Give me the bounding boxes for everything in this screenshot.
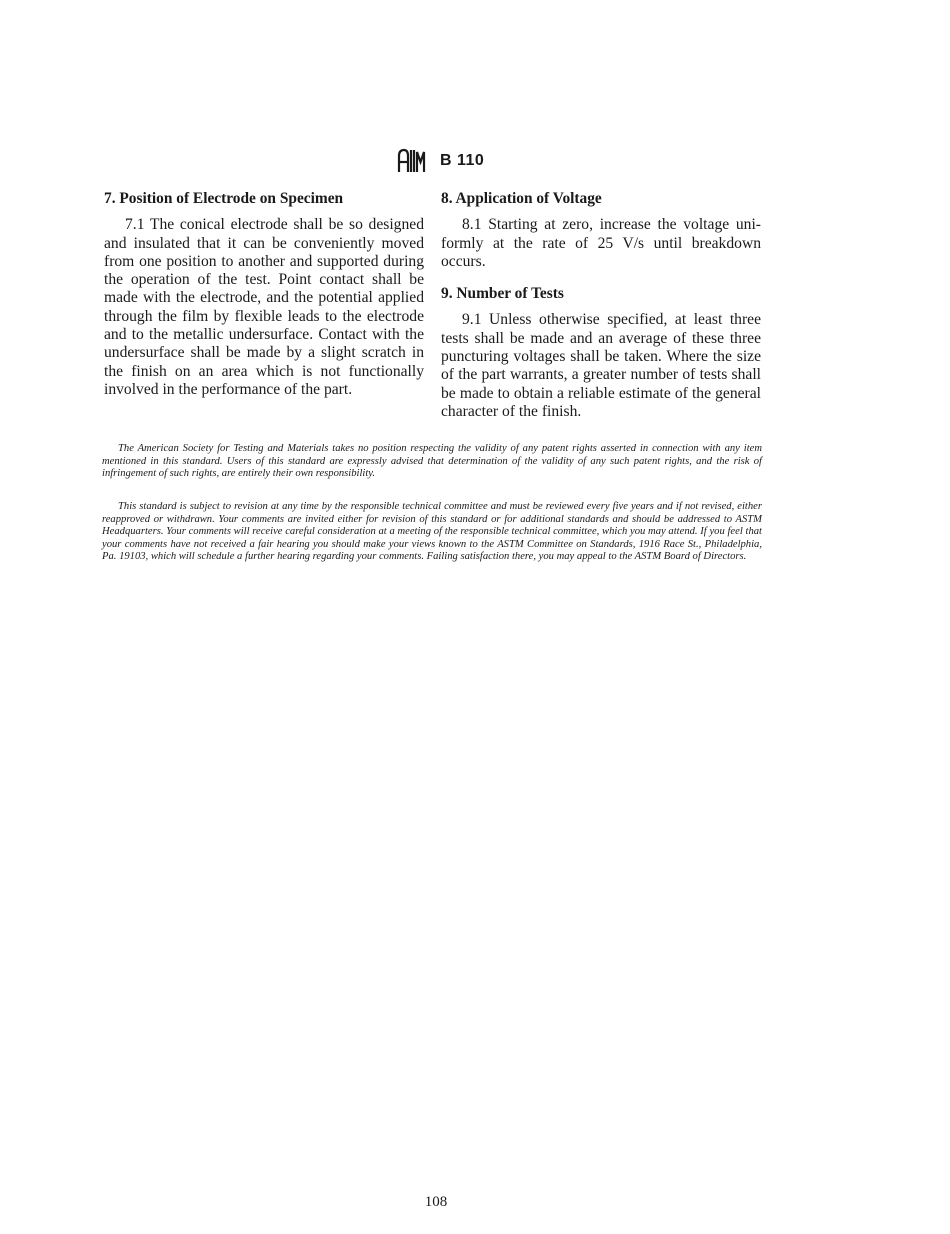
page-number: 108 xyxy=(424,1194,448,1210)
section-7-heading: 7. Position of Electrode on Specimen xyxy=(104,190,344,207)
section-8-heading: 8. Application of Voltage xyxy=(441,190,602,207)
section-7-paragraph: 7.1 The conical electrode shall be so designed and insulated that it can be conveniently moved from one position to another and supported during the operation of the test. Point contact shall be made with the electrode, and the potential applied through the film by flexible leads to the electrode and to the metallic undersurface. Contact with the undersurface shall be made by a slight scratch in the finish on an area which is not functionally involved in the performance of the part. xyxy=(104,216,424,398)
left-column xyxy=(104,190,424,399)
document-header xyxy=(396,148,484,174)
astm-logo-icon xyxy=(396,148,426,174)
section-9-paragraph: 9.1 Unless otherwise specified, at least three tests shall be made and an average of these three puncturing voltages shall be taken. Where the size of the part warrants, a greater number of tests shall be made to obtain a reliable estimate of the general character of the finish. xyxy=(441,311,761,420)
section-spacer xyxy=(441,271,761,285)
right-column xyxy=(441,190,761,421)
section-8-paragraph: 8.1 Starting at zero, increase the voltage uniformly at the rate of 25 V/s until breakdown occurs. xyxy=(441,216,761,270)
section-9-heading: 9. Number of Tests xyxy=(441,285,564,303)
standard-designation: B 110 xyxy=(440,152,485,169)
patent-notice: The American Society for Testing and Materials takes no position respecting the validity of any patent rights asserted in connection with any item mentioned in this standard. Users of this standard are expressly advised that determination of the validity of any such patent rights, and the risk of infringement of such rights, are entirely their own responsibility. xyxy=(102,443,762,479)
revision-notice: This standard is subject to revision at any time by the responsible technical committee and must be reviewed every five years and if not revised, either reapproved or withdrawn. Your comments are invited either for revision of this standard or for additional standards and should be addressed to ASTM Headquarters. Your comments will receive careful consideration at a meeting of the responsible technical committee, which you may attend. If you feel that your comments have not received a fair hearing you should make your views known to the ASTM Committee on Standards, 1916 Race St., Philadelphia, Pa. 19103, which will schedule a further hearing regarding your comments. Failing satisfaction there, you may appeal to the ASTM Board of Directors. xyxy=(102,501,762,562)
